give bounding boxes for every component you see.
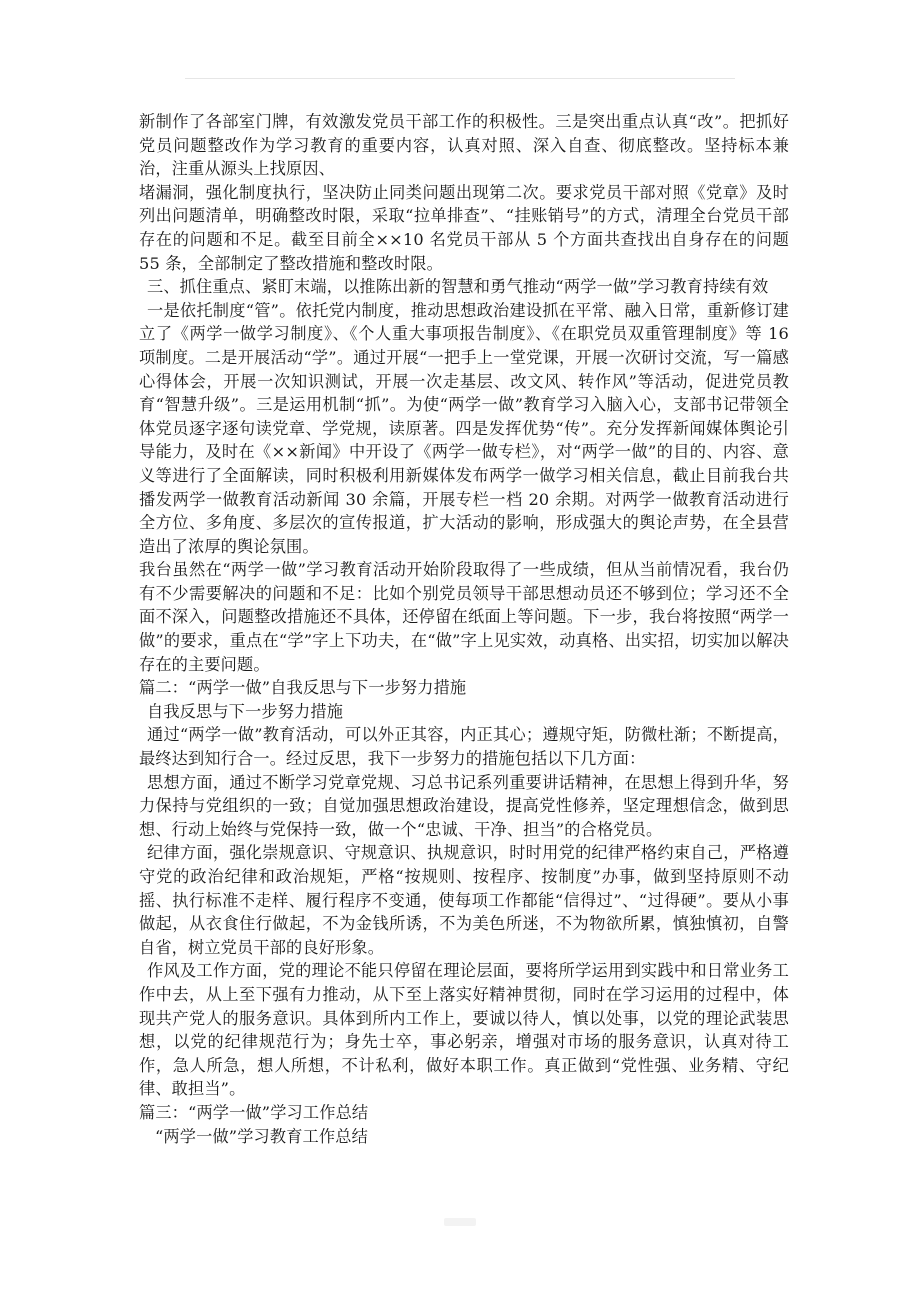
section-heading: 三、抓住重点、紧盯末端，以推陈出新的智慧和勇气推动“两学一做”学习教育持续有效 xyxy=(147,277,769,297)
document-body xyxy=(139,110,795,1148)
body-paragraph: 新制作了各部室门牌，有效激发党员干部工作的积极性。三是突出重点认真“改”。把抓好党员问题整改作为学习教育的重要内容，认真对照、深入自查、彻底整改。坚持标本兼治，注重从源头上找原因、 xyxy=(139,112,789,179)
body-paragraph: 纪律方面，强化崇规意识、守规意识、执规意识，时时用党的纪律严格约束自己，严格遵守党的政治纪律和政治规矩，严格“按规则、按程序、按制度”办事，做到坚持原则不动摇、执行标准不走样、履行程序不变通，使每项工作都能“信得过”、“过得硬”。要从小事做起，从衣食住行做起，不为金钱所诱，不为美色所迷，不为物欲所累，慎独慎初，自警自省，树立党员干部的良好形象。 xyxy=(139,843,789,957)
header-rule xyxy=(185,78,735,79)
body-paragraph: 通过“两学一做”教育活动，可以外正其容，内正其心；遵规守矩，防微杜渐；不断提高，最终达到知行合一。经过反思，我下一步努力的措施包括以下几方面： xyxy=(139,725,789,769)
article-heading: 篇三：“两学一做”学习工作总结 xyxy=(139,1102,369,1122)
body-paragraph: 思想方面，通过不断学习党章党规、习总书记系列重要讲话精神，在思想上得到升华，努力保持与党组织的一致；自觉加强思想政治建设，提高党性修养，坚定理想信念，做到思想、行动上始终与党保持一致，做一个“忠诚、干净、担当”的合格党员。 xyxy=(139,772,789,839)
body-paragraph: 一是依托制度“管”。依托党内制度，推动思想政治建设抓在平常、融入日常，重新修订建立了《两学一做学习制度》、《个人重大事项报告制度》、《在职党员双重管理制度》等 16 项制度。二是开展活动“学”。通过开展“一把手上一堂党课，开展一次研讨交流，写一篇感心得体会，开展一次知识测试，开展一次走基层、改文风、转作风”等活动，促进党员教育“智慧升级”。三是运用机制“抓”。为使“两学一做”教育学习入脑入心，支部书记带领全体党员逐字逐句读党章、学党规，读原著。四是发挥优势“传”。充分发挥新闻媒体舆论引导能力，及时在《××新闻》中开设了《两学一做专栏》，对“两学一做”的目的、内容、意义等进行了全面解读，同时积极利用新媒体发布两学一做学习相关信息，截止目前我台共播发两学一做教育活动新闻 30 余篇，开展专栏一档 20 余期。对两学一做教育活动进行全方位、多角度、多层次的宣传报道，扩大活动的影响，形成强大的舆论声势，在全县营造出了浓厚的舆论氛围。 xyxy=(139,300,795,556)
article-subtitle: “两学一做”学习教育工作总结 xyxy=(155,1126,368,1146)
body-paragraph: 堵漏洞，强化制度执行，坚决防止同类问题出现第二次。要求党员干部对照《党章》及时列出问题清单，明确整改时限，采取“拉单排查”、“挂账销号”的方式，清理全台党员干部存在的问题和不足。截至目前全××10 名党员干部从 5 个方面共查找出自身存在的问题 55 条，全部制定了整改措施和整改时限。 xyxy=(139,182,795,273)
body-paragraph: 作风及工作方面，党的理论不能只停留在理论层面，要将所学运用到实践中和日常业务工作中去，从上至下强有力推动，从下至上落实好精神贯彻，同时在学习运用的过程中，体现共产党人的服务意识。具体到所内工作上，要诚以待人，慎以处事，以党的理论武装思想，以党的纪律规范行为；身先士卒，事必躬亲，增强对市场的服务意识，认真对待工作，急人所急，想人所想，不计私利，做好本职工作。真正做到“党性强、业务精、守纪律、敢担当”。 xyxy=(139,961,789,1099)
body-paragraph: 我台虽然在“两学一做”学习教育活动开始阶段取得了一些成绩，但从当前情况看，我台仍有不少需要解决的问题和不足：比如个别党员领导干部思想动员还不够到位；学习还不全面不深入，问题整改措施还不具体，还停留在纸面上等问题。下一步，我台将按照“两学一做”的要求，重点在“学”字上下功夫，在“做”字上见实效，动真格、出实招，切实加以解决存在的主要问题。 xyxy=(139,560,789,674)
article-subtitle: 自我反思与下一步努力措施 xyxy=(147,701,344,721)
article-heading: 篇二：“两学一做”自我反思与下一步努力措施 xyxy=(139,678,467,698)
page-footer-mark xyxy=(444,1218,476,1226)
